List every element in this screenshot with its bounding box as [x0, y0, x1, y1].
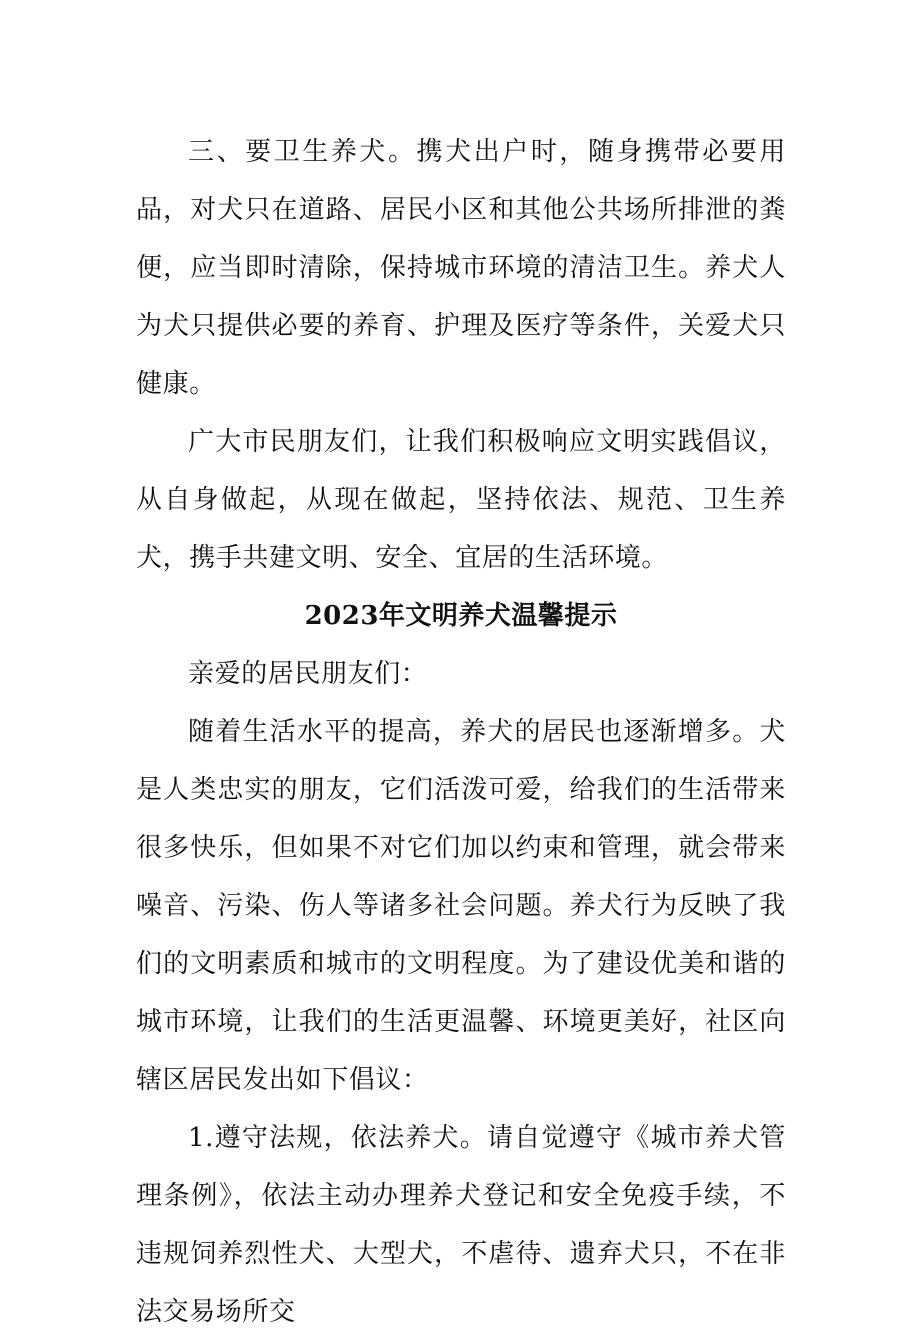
paragraph-hygiene: 三、要卫生养犬。携犬出户时，随身携带必要用品，对犬只在道路、居民小区和其他公共场所排泄的粪便，应当即时清除，保持城市环境的清洁卫生。养犬人为犬只提供必要的养育、护理及医疗等条件，关爱犬只健康。	[136, 137, 786, 399]
document-body	[136, 123, 786, 1341]
paragraph-item-1: 1.遵守法规，依法养犬。请自觉遵守《城市养犬管理条例》，依法主动办理养犬登记和安全免疫手续，不违规饲养烈性犬、大型犬，不虐待、遗弃犬只，不在非法交易场所交	[136, 1123, 786, 1327]
section-title: 2023年文明养犬温馨提示	[304, 601, 618, 631]
salutation: 亲爱的居民朋友们：	[188, 659, 428, 689]
paragraph-appeal: 广大市民朋友们，让我们积极响应文明实践倡议，从自身做起，从现在做起，坚持依法、规范、卫生养犬，携手共建文明、安全、宜居的生活环境。	[136, 427, 786, 573]
paragraph-intro: 随着生活水平的提高，养犬的居民也逐渐增多。犬是人类忠实的朋友，它们活泼可爱，给我们的生活带来很多快乐，但如果不对它们加以约束和管理，就会带来噪音、污染、伤人等诸多社会问题。养犬行为反映了我们的文明素质和城市的文明程度。为了建设优美和谐的城市环境，让我们的生活更温馨、环境更美好，社区向辖区居民发出如下倡议：	[136, 717, 786, 1095]
